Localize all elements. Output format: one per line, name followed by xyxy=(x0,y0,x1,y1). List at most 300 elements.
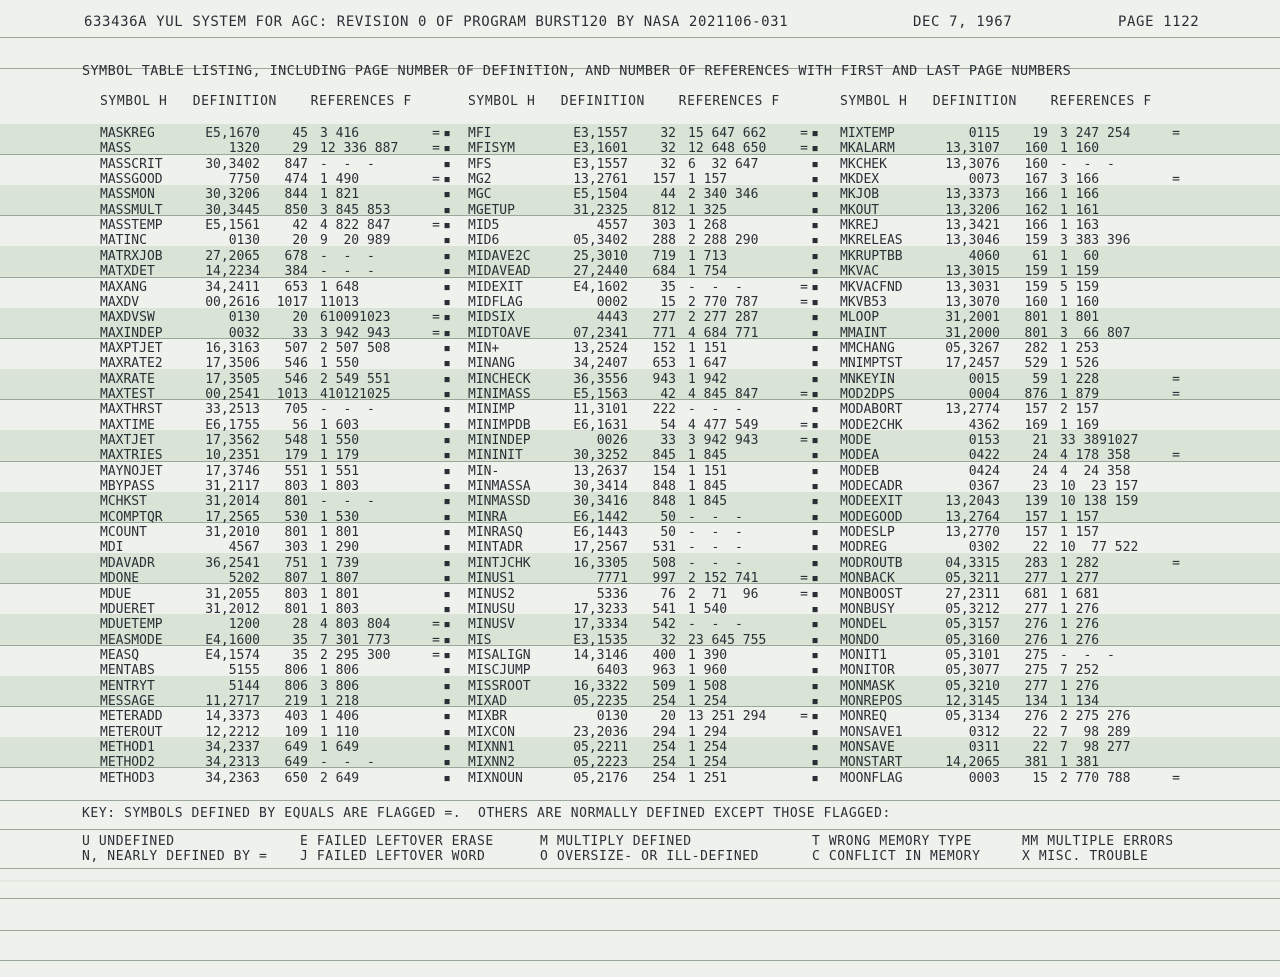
definition-address: 7750 xyxy=(228,172,260,188)
definition-page: 254 xyxy=(652,693,676,709)
symbol-name: MASSTEMP xyxy=(100,218,163,234)
references: 2 295 300 xyxy=(320,647,391,663)
definition-address: 4567 xyxy=(228,540,260,556)
symbol-name: MFISYM xyxy=(468,141,515,157)
definition-page: 548 xyxy=(284,433,308,448)
column-separator-mark: ▪ xyxy=(811,525,819,541)
definition-page: 35 xyxy=(292,632,308,648)
definition-address: 4557 xyxy=(596,218,628,234)
symbol-name: MODESLP xyxy=(840,525,895,541)
column-separator-mark: ▪ xyxy=(811,770,819,786)
references: 1 406 xyxy=(320,709,360,725)
definition-address: 27,2311 xyxy=(945,586,1000,602)
definition-page: 807 xyxy=(284,571,308,587)
definition-address: 1320 xyxy=(228,141,260,157)
definition-page: 678 xyxy=(284,248,308,264)
symbol-name: MIDFLAG xyxy=(468,294,523,310)
symbol-name: MIXAD xyxy=(468,693,508,709)
definition-page: 546 xyxy=(284,371,308,387)
definition-page: 33 xyxy=(292,325,308,341)
definition-address: 05,2235 xyxy=(573,693,628,709)
definition-page: 277 xyxy=(1024,571,1048,587)
symbol-name: MFI xyxy=(468,126,492,141)
key-line: KEY: SYMBOLS DEFINED BY EQUALS ARE FLAGGED =. OTHERS ARE NORMALLY DEFINED EXCEPT THOSE FLAGGED: xyxy=(82,806,891,821)
definition-page: 276 xyxy=(1024,709,1048,725)
table-row xyxy=(0,341,1280,356)
flag: = xyxy=(800,433,808,448)
column-separator-mark: ▪ xyxy=(811,448,819,464)
definition-address: 34,2337 xyxy=(205,740,260,755)
symbol-name: MINUS2 xyxy=(468,586,515,602)
references: 7 98 289 xyxy=(1060,724,1131,740)
definition-page: 19 xyxy=(1032,126,1048,141)
definition-address: 13,2043 xyxy=(945,494,1000,510)
symbol-name: MINRA xyxy=(468,509,508,525)
symbol-name: MASSMON xyxy=(100,187,155,203)
symbol-name: MKRELEAS xyxy=(840,233,903,249)
definition-page: 166 xyxy=(1024,218,1048,234)
symbol-name: MDUERET xyxy=(100,601,155,617)
references: 1 801 xyxy=(1060,310,1100,326)
references: 7 252 xyxy=(1060,663,1100,679)
references: 4 822 847 xyxy=(320,218,391,234)
symbol-name: MINIMASS xyxy=(468,386,531,402)
definition-address: 27,2065 xyxy=(205,248,260,264)
references: 4 178 358 xyxy=(1060,448,1131,464)
definition-page: 806 xyxy=(284,678,308,694)
flag: = xyxy=(432,141,440,157)
references: 1 282 xyxy=(1060,555,1100,571)
column-separator-mark: ▪ xyxy=(443,724,451,740)
definition-address: 13,3373 xyxy=(945,187,1000,203)
references: 4 803 804 xyxy=(320,617,391,633)
column-separator-mark: ▪ xyxy=(443,601,451,617)
column-separator-mark: ▪ xyxy=(811,187,819,203)
symbol-name: MOONFLAG xyxy=(840,770,903,786)
column-separator-mark: ▪ xyxy=(443,340,451,356)
column-separator-mark: ▪ xyxy=(443,294,451,310)
column-separator-mark: ▪ xyxy=(443,540,451,556)
definition-address: 14,3373 xyxy=(205,709,260,725)
references: 4 24 358 xyxy=(1060,463,1131,479)
definition-page: 294 xyxy=(652,724,676,740)
definition-address: 31,2014 xyxy=(205,494,260,510)
symbol-name: MASSGOOD xyxy=(100,172,163,188)
references: 1 508 xyxy=(688,678,728,694)
definition-address: E6,1442 xyxy=(573,509,628,525)
definition-page: 167 xyxy=(1024,172,1048,188)
symbol-name: MIN+ xyxy=(468,340,500,356)
ruled-line xyxy=(0,930,1280,931)
symbol-name: MDI xyxy=(100,540,124,556)
definition-address: 13,3046 xyxy=(945,233,1000,249)
definition-address: 31,2012 xyxy=(205,601,260,617)
symbol-name: MDUE xyxy=(100,586,132,602)
definition-address: 0130 xyxy=(228,310,260,326)
references: - - - xyxy=(320,156,375,172)
symbol-name: MINANG xyxy=(468,356,515,372)
column-separator-mark: ▪ xyxy=(811,647,819,663)
symbol-name: MAXANG xyxy=(100,279,147,295)
references: 1 803 xyxy=(320,479,360,495)
definition-address: 0115 xyxy=(968,126,1000,141)
references: 1 649 xyxy=(320,740,360,755)
definition-page: 21 xyxy=(1032,433,1048,448)
definition-address: 0003 xyxy=(968,770,1000,786)
symbol-name: MG2 xyxy=(468,172,492,188)
symbol-name: MATINC xyxy=(100,233,147,249)
column-separator-mark: ▪ xyxy=(443,187,451,203)
column-separator-mark: ▪ xyxy=(811,617,819,633)
column-separator-mark: ▪ xyxy=(811,233,819,249)
definition-address: 17,3746 xyxy=(205,463,260,479)
definition-address: 05,3157 xyxy=(945,617,1000,633)
definition-address: 05,2211 xyxy=(573,740,628,755)
table-row xyxy=(0,233,1280,248)
definition-address: 7771 xyxy=(596,571,628,587)
symbol-name: MINUSU xyxy=(468,601,515,617)
references: 410121025 xyxy=(320,386,391,402)
column-separator-mark: ▪ xyxy=(811,340,819,356)
column-separator-mark: ▪ xyxy=(443,356,451,372)
definition-page: 254 xyxy=(652,740,676,755)
definition-page: 29 xyxy=(292,141,308,157)
definition-address: 11,2717 xyxy=(205,693,260,709)
flag: = xyxy=(432,617,440,633)
definition-address: 05,3211 xyxy=(945,571,1000,587)
table-row xyxy=(0,602,1280,617)
definition-address: 16,3322 xyxy=(573,678,628,694)
definition-address: 17,2567 xyxy=(573,540,628,556)
flag: = xyxy=(432,632,440,648)
references: 13 251 294 xyxy=(688,709,767,725)
references: 1 151 xyxy=(688,463,728,479)
table-row xyxy=(0,402,1280,417)
ruled-line xyxy=(0,37,1280,38)
column-separator-mark: ▪ xyxy=(443,386,451,402)
definition-page: 166 xyxy=(1024,187,1048,203)
table-row xyxy=(0,295,1280,310)
symbol-name: MKRUPTBB xyxy=(840,248,903,264)
symbol-name: METERADD xyxy=(100,709,163,725)
column-separator-mark: ▪ xyxy=(811,709,819,725)
column-separator-mark: ▪ xyxy=(811,678,819,694)
definition-address: E6,1631 xyxy=(573,417,628,433)
references: 10 77 522 xyxy=(1060,540,1139,556)
definition-page: 943 xyxy=(652,371,676,387)
header-date: DEC 7, 1967 xyxy=(913,14,1013,30)
definition-page: 20 xyxy=(292,310,308,326)
definition-address: 31,2325 xyxy=(573,202,628,218)
symbol-name: MINTADR xyxy=(468,540,523,556)
symbol-name: MKALARM xyxy=(840,141,895,157)
table-row xyxy=(0,740,1280,755)
table-row xyxy=(0,510,1280,525)
key-failed-word: J FAILED LEFTOVER WORD xyxy=(300,849,486,864)
symbol-name: MAXTHRST xyxy=(100,402,163,418)
definition-address: 34,2313 xyxy=(205,755,260,771)
references: 3 247 254 xyxy=(1060,126,1131,141)
definition-page: 32 xyxy=(660,156,676,172)
definition-page: 529 xyxy=(1024,356,1048,372)
definition-page: 42 xyxy=(292,218,308,234)
symbol-name: MINIMPDB xyxy=(468,417,531,433)
symbol-name: MDUETEMP xyxy=(100,617,163,633)
column-separator-mark: ▪ xyxy=(443,678,451,694)
symbol-name: MONITOR xyxy=(840,663,895,679)
column-separator-mark: ▪ xyxy=(443,248,451,264)
column-separator-mark: ▪ xyxy=(811,141,819,157)
references: - - - xyxy=(688,540,743,556)
flag: = xyxy=(1172,386,1180,402)
references: 2 770 788 xyxy=(1060,770,1131,786)
references: 1 159 xyxy=(1060,264,1100,280)
symbol-name: MIXNN2 xyxy=(468,755,515,771)
definition-address: 13,3076 xyxy=(945,156,1000,172)
column-separator-mark: ▪ xyxy=(811,571,819,587)
definition-address: 25,3010 xyxy=(573,248,628,264)
references: 1 806 xyxy=(320,663,360,679)
references: 1 218 xyxy=(320,693,360,709)
definition-page: 139 xyxy=(1024,494,1048,510)
column-separator-mark: ▪ xyxy=(443,218,451,234)
column-separator-mark: ▪ xyxy=(443,279,451,295)
symbol-name: MONSAVE xyxy=(840,740,895,755)
references: 1 254 xyxy=(688,755,728,771)
definition-address: 4443 xyxy=(596,310,628,326)
symbol-name: MAXTRIES xyxy=(100,448,163,464)
key-wrong-memory: T WRONG MEMORY TYPE xyxy=(812,834,973,849)
symbol-name: MBYPASS xyxy=(100,479,155,495)
definition-address: 5336 xyxy=(596,586,628,602)
definition-page: 20 xyxy=(660,709,676,725)
symbol-name: MINTJCHK xyxy=(468,555,531,571)
symbol-name: MIDSIX xyxy=(468,310,515,326)
references: 1 845 xyxy=(688,494,728,510)
definition-page: 876 xyxy=(1024,386,1048,402)
definition-address: 31,2117 xyxy=(205,479,260,495)
symbol-name: MATXDET xyxy=(100,264,155,280)
references: 1 179 xyxy=(320,448,360,464)
definition-page: 42 xyxy=(660,386,676,402)
references: 2 157 xyxy=(1060,402,1100,418)
definition-address: 11,3101 xyxy=(573,402,628,418)
definition-page: 162 xyxy=(1024,202,1048,218)
references: 1 276 xyxy=(1060,678,1100,694)
references: 1 254 xyxy=(688,740,728,755)
definition-address: E5,1561 xyxy=(205,218,260,234)
definition-page: 32 xyxy=(660,126,676,141)
symbol-name: MASSMULT xyxy=(100,202,163,218)
definition-address: 0422 xyxy=(968,448,1000,464)
definition-address: 4060 xyxy=(968,248,1000,264)
definition-page: 997 xyxy=(652,571,676,587)
definition-address: 05,3134 xyxy=(945,709,1000,725)
flag: = xyxy=(432,172,440,188)
definition-address: 17,3505 xyxy=(205,371,260,387)
definition-address: 0073 xyxy=(968,172,1000,188)
definition-address: E3,1601 xyxy=(573,141,628,157)
table-row xyxy=(0,141,1280,156)
column-separator-mark: ▪ xyxy=(443,264,451,280)
references: 1 268 xyxy=(688,218,728,234)
references: 1 290 xyxy=(320,540,360,556)
symbol-name: MONREQ xyxy=(840,709,887,725)
definition-page: 33 xyxy=(660,433,676,448)
table-row xyxy=(0,172,1280,187)
symbol-name: MODECADR xyxy=(840,479,903,495)
definition-address: 13,2764 xyxy=(945,509,1000,525)
symbol-name: MEASMODE xyxy=(100,632,163,648)
definition-address: 0153 xyxy=(968,433,1000,448)
definition-page: 169 xyxy=(1024,417,1048,433)
ruled-line xyxy=(0,960,1280,961)
definition-page: 277 xyxy=(1024,601,1048,617)
references: 1 157 xyxy=(1060,509,1100,525)
flag: = xyxy=(432,218,440,234)
table-row xyxy=(0,771,1280,786)
definition-page: 751 xyxy=(284,555,308,571)
references: 1 647 xyxy=(688,356,728,372)
table-row xyxy=(0,663,1280,678)
definition-page: 134 xyxy=(1024,693,1048,709)
definition-address: 0367 xyxy=(968,479,1000,495)
symbol-name: MMAINT xyxy=(840,325,887,341)
references: - - - xyxy=(688,555,743,571)
references: - - - xyxy=(320,755,375,771)
definition-page: 50 xyxy=(660,509,676,525)
references: 3 942 943 xyxy=(688,433,759,448)
symbol-name: MFS xyxy=(468,156,492,172)
column-separator-mark: ▪ xyxy=(811,264,819,280)
symbol-name: MONDO xyxy=(840,632,880,648)
references: - - - xyxy=(688,402,743,418)
symbol-name: MAXTIME xyxy=(100,417,155,433)
column-separator-mark: ▪ xyxy=(811,601,819,617)
table-row xyxy=(0,218,1280,233)
definition-address: 30,3402 xyxy=(205,156,260,172)
references: 1 540 xyxy=(688,601,728,617)
column-separator-mark: ▪ xyxy=(811,402,819,418)
definition-page: 303 xyxy=(652,218,676,234)
references: - - - xyxy=(320,494,375,510)
definition-page: 254 xyxy=(652,770,676,786)
references: - - - xyxy=(688,279,743,295)
column-separator-mark: ▪ xyxy=(443,141,451,157)
definition-page: 157 xyxy=(652,172,676,188)
symbol-name: MAXINDEP xyxy=(100,325,163,341)
definition-page: 276 xyxy=(1024,632,1048,648)
references: 15 647 662 xyxy=(688,126,767,141)
references: 2 288 290 xyxy=(688,233,759,249)
references: 1 845 xyxy=(688,448,728,464)
ruled-line xyxy=(0,800,1280,801)
symbol-name: MDAVADR xyxy=(100,555,155,571)
table-row xyxy=(0,433,1280,448)
symbol-name: MAXPTJET xyxy=(100,340,163,356)
symbol-name: MAXTEST xyxy=(100,386,155,402)
definition-address: 00,2616 xyxy=(205,294,260,310)
key-misc-trouble: X MISC. TROUBLE xyxy=(1022,849,1149,864)
definition-address: 0004 xyxy=(968,386,1000,402)
key-multiply-defined: M MULTIPLY DEFINED xyxy=(540,834,692,849)
definition-page: 22 xyxy=(1032,724,1048,740)
column-separator-mark: ▪ xyxy=(811,356,819,372)
ruled-line xyxy=(0,868,1280,869)
references: 1 151 xyxy=(688,340,728,356)
definition-page: 277 xyxy=(652,310,676,326)
definition-address: 0002 xyxy=(596,294,628,310)
symbol-name: MAXRATE xyxy=(100,371,155,387)
symbol-name: MONIT1 xyxy=(840,647,887,663)
column-separator-mark: ▪ xyxy=(811,218,819,234)
references: 1 134 xyxy=(1060,693,1100,709)
table-row xyxy=(0,633,1280,648)
definition-page: 530 xyxy=(284,509,308,525)
references: 2 340 346 xyxy=(688,187,759,203)
symbol-name: MAXRATE2 xyxy=(100,356,163,372)
flag: = xyxy=(800,709,808,725)
definition-address: 13,2637 xyxy=(573,463,628,479)
symbol-name: MASKREG xyxy=(100,126,155,141)
definition-address: 05,3402 xyxy=(573,233,628,249)
definition-address: 13,3107 xyxy=(945,141,1000,157)
column-separator-mark: ▪ xyxy=(811,555,819,571)
symbol-name: MONMASK xyxy=(840,678,895,694)
references: 6 32 647 xyxy=(688,156,759,172)
references: 1 169 xyxy=(1060,417,1100,433)
definition-page: 801 xyxy=(1024,325,1048,341)
symbol-name: MLOOP xyxy=(840,310,880,326)
references: 1 161 xyxy=(1060,202,1100,218)
definition-address: 05,3212 xyxy=(945,601,1000,617)
symbol-name: MONSAVE1 xyxy=(840,724,903,740)
references: 4 684 771 xyxy=(688,325,759,341)
symbol-name: MKVAC xyxy=(840,264,880,280)
definition-address: 14,3146 xyxy=(573,647,628,663)
symbol-name: MOD2DPS xyxy=(840,386,895,402)
definition-page: 681 xyxy=(1024,586,1048,602)
table-row xyxy=(0,448,1280,463)
definition-page: 276 xyxy=(1024,617,1048,633)
symbol-name: MINMASSD xyxy=(468,494,531,510)
listing-subtitle: SYMBOL TABLE LISTING, INCLUDING PAGE NUMBER OF DEFINITION, AND NUMBER OF REFERENCES WITH FIRST AND LAST PAGE NUMBERS xyxy=(82,63,1072,79)
references: 1 807 xyxy=(320,571,360,587)
definition-address: 05,3210 xyxy=(945,678,1000,694)
column-separator-mark: ▪ xyxy=(443,755,451,771)
references: 7 301 773 xyxy=(320,632,391,648)
symbol-name: MKDEX xyxy=(840,172,880,188)
table-row xyxy=(0,372,1280,387)
references: 1 801 xyxy=(320,586,360,602)
definition-address: 23,2036 xyxy=(573,724,628,740)
definition-address: 30,3252 xyxy=(573,448,628,464)
definition-page: 76 xyxy=(660,586,676,602)
references: 3 806 xyxy=(320,678,360,694)
definition-page: 546 xyxy=(284,356,308,372)
column-header-2: SYMBOL H DEFINITION REFERENCES F xyxy=(468,94,780,109)
definition-address: 00,2541 xyxy=(205,386,260,402)
definition-page: 20 xyxy=(292,233,308,249)
definition-page: 22 xyxy=(1032,740,1048,755)
definition-address: 17,3506 xyxy=(205,356,260,372)
definition-page: 32 xyxy=(660,632,676,648)
symbol-name: MATRXJOB xyxy=(100,248,163,264)
definition-page: 35 xyxy=(292,647,308,663)
definition-address: 34,2407 xyxy=(573,356,628,372)
column-separator-mark: ▪ xyxy=(811,540,819,556)
references: 7 98 277 xyxy=(1060,740,1131,755)
